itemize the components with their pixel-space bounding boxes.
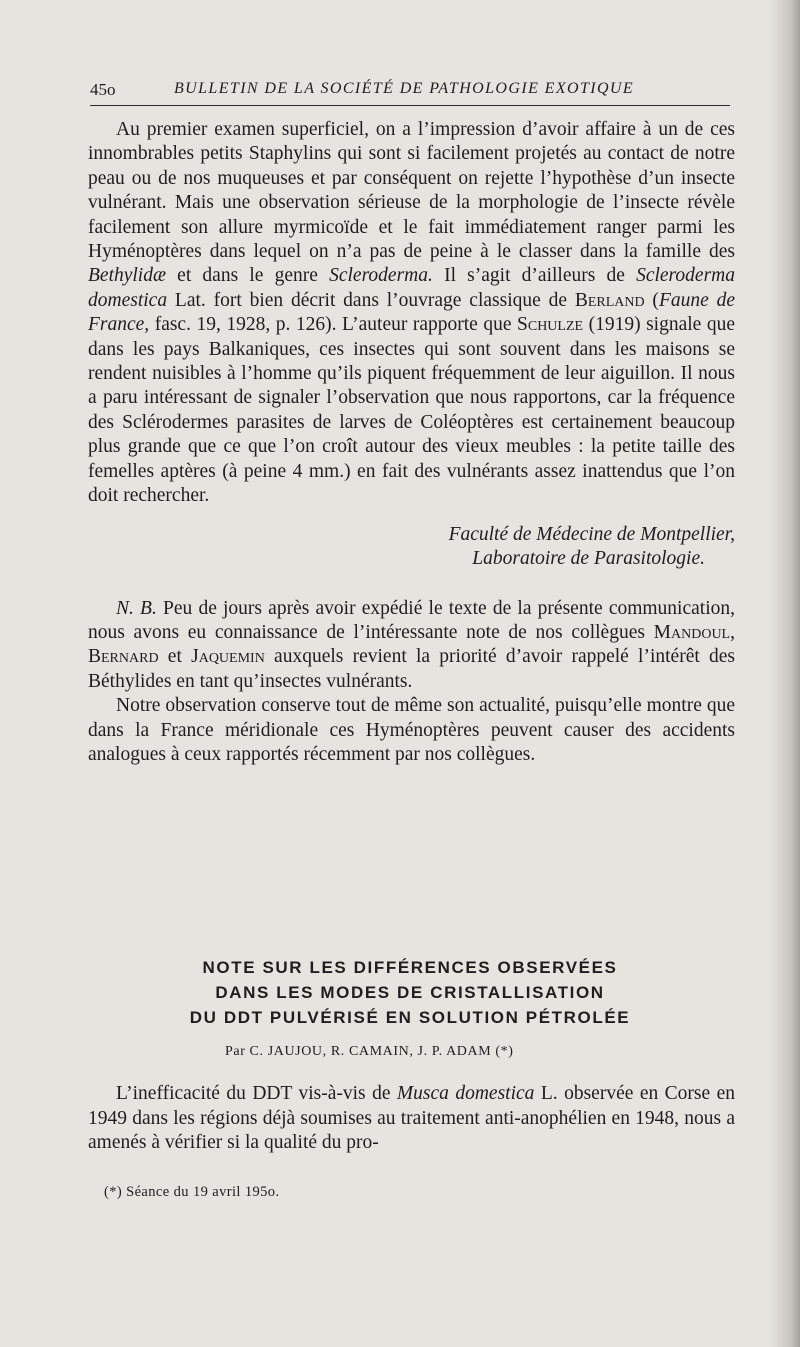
taxon-italic: Bethylidæ <box>88 265 166 287</box>
author-smallcaps: Schulze <box>517 314 584 336</box>
page-number: 45o <box>90 80 116 99</box>
article-authors: Par C. JAUJOU, R. CAMAIN, J. P. ADAM (*) <box>225 1044 514 1059</box>
text-run: Lat. fort bien décrit dans l’ouvrage classique de <box>167 289 575 311</box>
title-line-2: DANS LES MODES DE CRISTALLISATION <box>215 983 605 1002</box>
author-smallcaps: Jaquemin <box>191 646 265 668</box>
text-run: Au premier examen superficiel, on a l’impression d’avoir affaire à un de ces innombrables petits Staphylins qui sont si facilement projetés au contact de notre peau ou de nos muqueuses et par conséquent on rejette l’hypothèse d’un insecte vulnérant. Mais une observation sérieuse de la morphologie de l’insecte révèle facilement son allure myrmicoïde et le fait immédiatement ranger parmi les Hyménoptères dans lequel on n’a pas de peine à le classer dans la famille des <box>88 119 735 263</box>
text-run: , <box>730 621 735 643</box>
author-smallcaps: Berland <box>574 289 645 311</box>
nb-mark: N. B. <box>116 597 157 619</box>
reference-italic: Faune de France, <box>88 289 735 336</box>
taxon-italic: Scleroderma domestica <box>88 265 735 311</box>
header-rule <box>90 105 730 106</box>
paragraph-observation <box>88 118 735 509</box>
text-run: L’inefficacité du DDT vis-à-vis de <box>116 1083 397 1104</box>
text-run: Il s’agit d’ailleurs de <box>432 265 637 287</box>
affiliation-line-1: Faculté de Médecine de Montpellier, <box>448 523 735 545</box>
page-edge-shadow <box>770 0 800 1347</box>
text-run: et dans le genre <box>165 265 330 287</box>
affiliation-line-2: Laboratoire de Parasitologie. <box>472 547 705 569</box>
title-line-3: DU DDT PULVÉRISÉ EN SOLUTION PÉTROLÉE <box>189 1008 631 1027</box>
running-title: BULLETIN DE LA SOCIÉTÉ DE PATHOLOGIE EXOTIQUE <box>174 80 635 97</box>
running-header <box>90 74 730 104</box>
paragraph-conclusion: Notre observation conserve tout de même son actualité, puisqu’elle montre que dans la France méridionale ces Hyménoptères peuvent causer des accidents analogues à ceux rapportés récemment par nos collègues. <box>88 695 735 765</box>
taxon-italic: Scleroderma. <box>329 265 433 287</box>
text-run: ( <box>644 289 659 311</box>
taxon-italic: Musca domestica <box>396 1083 535 1104</box>
text-run: L. observée en Corse en 1949 dans les régions déjà soumises au traitement anti-anophélien en 1948, nous a amenés à vérifier si la qualité du pro- <box>88 1083 735 1154</box>
article-body <box>88 1082 735 1156</box>
text-run: et <box>158 646 192 668</box>
affiliation <box>88 523 735 571</box>
title-line-1: NOTE SUR LES DIFFÉRENCES OBSERVÉES <box>202 958 618 977</box>
author-smallcaps: Mandoul <box>653 621 731 643</box>
footnote: (*) Séance du 19 avril 195o. <box>104 1184 280 1200</box>
article-continuation <box>88 118 735 767</box>
text-run: Peu de jours après avoir expédié le texte de la présente communication, nous avons eu connaissance de l’intéressante note de nos collègues <box>88 597 735 643</box>
paragraph-nb <box>88 597 735 695</box>
text-run: (1919) signale que dans les pays Balkaniques, ces insectes qui sont souvent dans les maisons se rendent nuisibles à l’homme qu’ils piquent fréquemment de leur aiguillon. Il nous a paru intéressant de signaler l’observation que nous rapportons, car la fréquence des Sclérodermes parasites de larves de Coléoptères est certainement beaucoup plus grande que ce que l’on croît autour des vieux meubles : la petite taille des femelles aptères (à peine 4 mm.) en fait des vulnérants assez inattendus que l’on doit rechercher. <box>88 314 735 507</box>
article-title <box>120 955 700 1030</box>
paragraph-intro <box>88 1082 735 1156</box>
text-run: fasc. 19, 1928, p. 126). L’auteur rapporte que <box>149 314 518 336</box>
text-run: auxquels revient la priorité d’avoir rappelé l’intérêt des Béthylides en tant qu’insectes vulnérants. <box>88 646 736 692</box>
author-smallcaps: Bernard <box>88 646 159 668</box>
